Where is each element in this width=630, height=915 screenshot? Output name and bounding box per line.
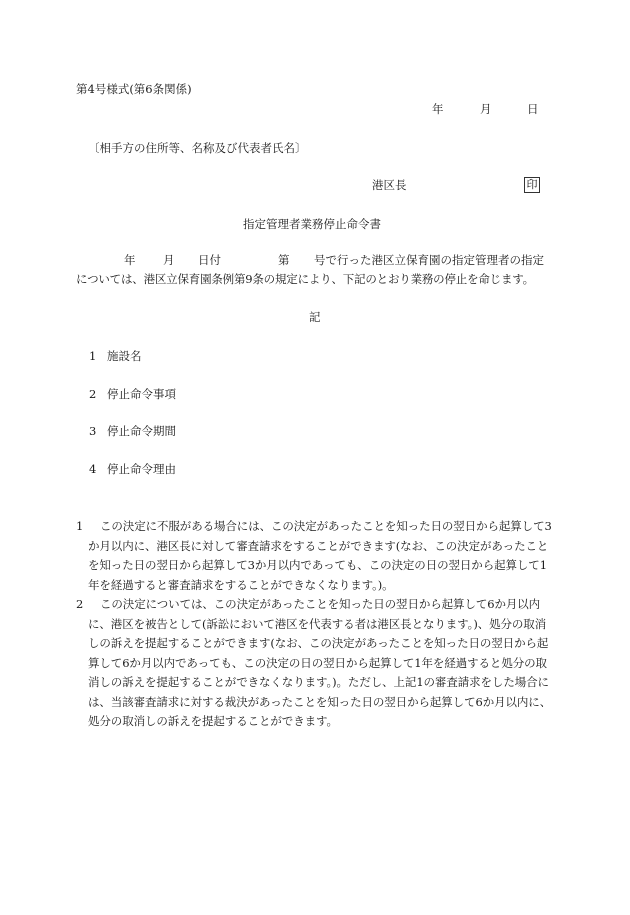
issuer-title: 港区長: [372, 178, 407, 192]
body-line1-rest: 号で行った港区立保育園の指定管理者の指定: [314, 253, 544, 267]
seal-mark: [524, 177, 540, 193]
note-number: 2: [76, 597, 84, 611]
form-number: 第4号様式(第6条関係): [76, 82, 192, 96]
item-number: 3: [89, 424, 97, 438]
item-number: 2: [89, 387, 97, 401]
date-day-label: 日: [527, 102, 539, 116]
item-number: 4: [89, 462, 97, 476]
item-suspension-reason: 停止命令理由: [107, 462, 176, 476]
recipient-placeholder: 〔相手方の住所等、名称及び代表者氏名〕: [88, 141, 307, 155]
item-suspension-period: 停止命令期間: [107, 424, 176, 438]
note-text: この決定に不服がある場合には、この決定があったことを知った日の翌日から起算して3か月以内に、港区長に対して審査請求をすることができます(なお、この決定があったことを知った日の翌日から起算して3か月以内であっても、この決定の日の翌日から起算して1年を経過すると審査請求をすることができなくなります。)。: [88, 519, 552, 592]
note-appeal: [76, 517, 554, 595]
date-month-label: 月: [480, 102, 492, 116]
body-month-label: 月: [163, 253, 175, 267]
body-line2: については、港区立保育園条例第9条の規定により、下記のとおり業務の停止を命じます。: [76, 272, 534, 286]
note-lawsuit: [76, 595, 554, 732]
note-number: 1: [76, 519, 84, 533]
body-number-prefix: 第: [278, 253, 290, 267]
note-text: この決定については、この決定があったことを知った日の翌日から起算して6か月以内に、港区を被告として(訴訟において港区を代表する者は港区長となります。)、処分の取消しの訴えを提起することができます(なお、この決定があったことを知った日の翌日から起算して6か月以内であっても、この決定の日の翌日から起算して1年を経過すると処分の取消しの訴えを提起することができなくなります。)。ただし、上記1の審査請求をした場合には、当該審査請求に対する裁決があったことを知った日の翌日から起算して6か月以内に、処分の取消しの訴えを提起することができます。: [88, 597, 552, 728]
item-number: 1: [89, 349, 97, 363]
body-year-label: 年: [124, 253, 136, 267]
body-day-date-label: 日付: [198, 253, 221, 267]
document-title: 指定管理者業務停止命令書: [243, 217, 381, 231]
seal-icon: 印: [524, 177, 540, 193]
date-year-label: 年: [432, 102, 444, 116]
item-suspension-matters: 停止命令事項: [107, 387, 176, 401]
item-facility-name: 施設名: [107, 349, 142, 363]
ki-heading: 記: [309, 310, 321, 324]
notes-section: [76, 517, 554, 732]
